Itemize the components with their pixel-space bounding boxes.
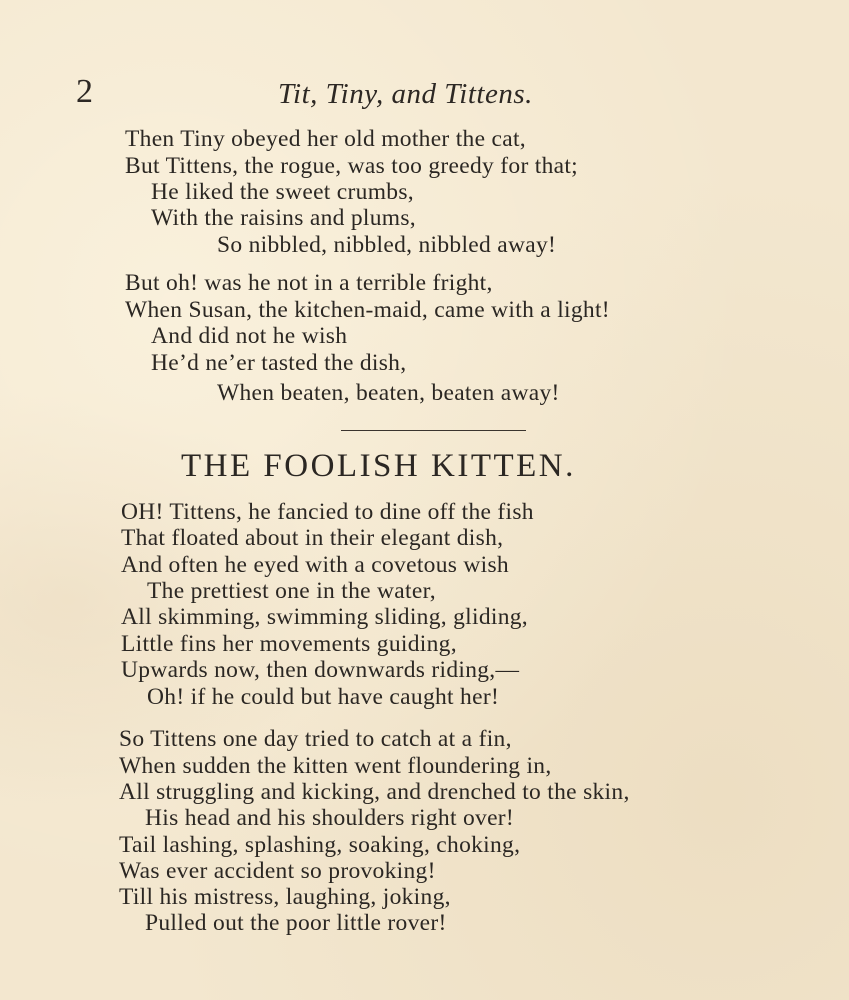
- poem-line: Little fins her movements guiding,: [121, 631, 457, 657]
- poem-line: And often he eyed with a covetous wish: [121, 552, 509, 578]
- poem-line: Then Tiny obeyed her old mother the cat,: [125, 126, 526, 152]
- poem-line: He’d ne’er tasted the dish,: [151, 350, 407, 376]
- poem-line: When sudden the kitten went floundering in,: [119, 753, 552, 779]
- poem-line: Upwards now, then downwards riding,—: [121, 657, 520, 683]
- section-divider: [341, 430, 526, 431]
- running-title: Tit, Tiny, and Tittens.: [278, 78, 533, 110]
- section-title: THE FOOLISH KITTEN.: [181, 448, 576, 484]
- poem-line: All skimming, swimming sliding, gliding,: [121, 604, 528, 630]
- poem-line: Pulled out the poor little rover!: [145, 910, 447, 936]
- poem-line: That floated about in their elegant dish,: [121, 525, 504, 551]
- poem-line: OH! Tittens, he fancied to dine off the fish: [121, 499, 534, 525]
- poem-line: Tail lashing, splashing, soaking, choking,: [119, 832, 521, 858]
- page-number: 2: [76, 73, 93, 110]
- poem-line: Till his mistress, laughing, joking,: [119, 884, 451, 910]
- poem-line: Was ever accident so provoking!: [119, 858, 436, 884]
- poem-line: And did not he wish: [151, 323, 348, 349]
- poem-line: So nibbled, nibbled, nibbled away!: [217, 232, 557, 258]
- poem-line: But Tittens, the rogue, was too greedy for that;: [125, 153, 579, 179]
- poem-line: When Susan, the kitchen-maid, came with a light!: [125, 297, 610, 323]
- poem-line: All struggling and kicking, and drenched to the skin,: [119, 779, 630, 805]
- poem-line: When beaten, beaten, beaten away!: [217, 380, 560, 406]
- poem-line: His head and his shoulders right over!: [145, 805, 515, 831]
- poem-line: But oh! was he not in a terrible fright,: [125, 270, 493, 296]
- poem-line: The prettiest one in the water,: [147, 578, 436, 604]
- poem-line: He liked the sweet crumbs,: [151, 179, 414, 205]
- poem-line: So Tittens one day tried to catch at a fin,: [119, 726, 512, 752]
- poem-line: With the raisins and plums,: [151, 205, 416, 231]
- poem-line: Oh! if he could but have caught her!: [147, 684, 500, 710]
